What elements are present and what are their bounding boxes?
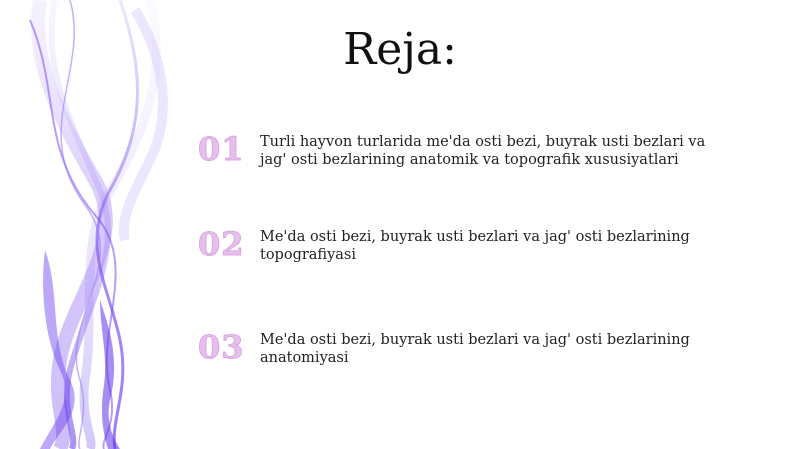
agenda-item: [196, 224, 736, 274]
item-text: Me'da osti bezi, buyrak usti bezlari va jag' osti bezlarining topografiyasi: [260, 229, 690, 263]
item-text: Me'da osti bezi, buyrak usti bezlari va jag' osti bezlarining anatomiyasi: [260, 332, 690, 366]
agenda-item: [196, 327, 736, 377]
item-number: 02: [198, 225, 245, 263]
slide-title: Reja:: [343, 24, 457, 75]
item-text: Turli hayvon turlarida me'da osti bezi, buyrak usti bezlari va jag' osti bezlarining anatomik va topografik xususiyatlari: [260, 134, 706, 168]
item-number: 03: [198, 328, 245, 366]
agenda-item: [196, 129, 736, 179]
item-number: 01: [198, 130, 245, 168]
